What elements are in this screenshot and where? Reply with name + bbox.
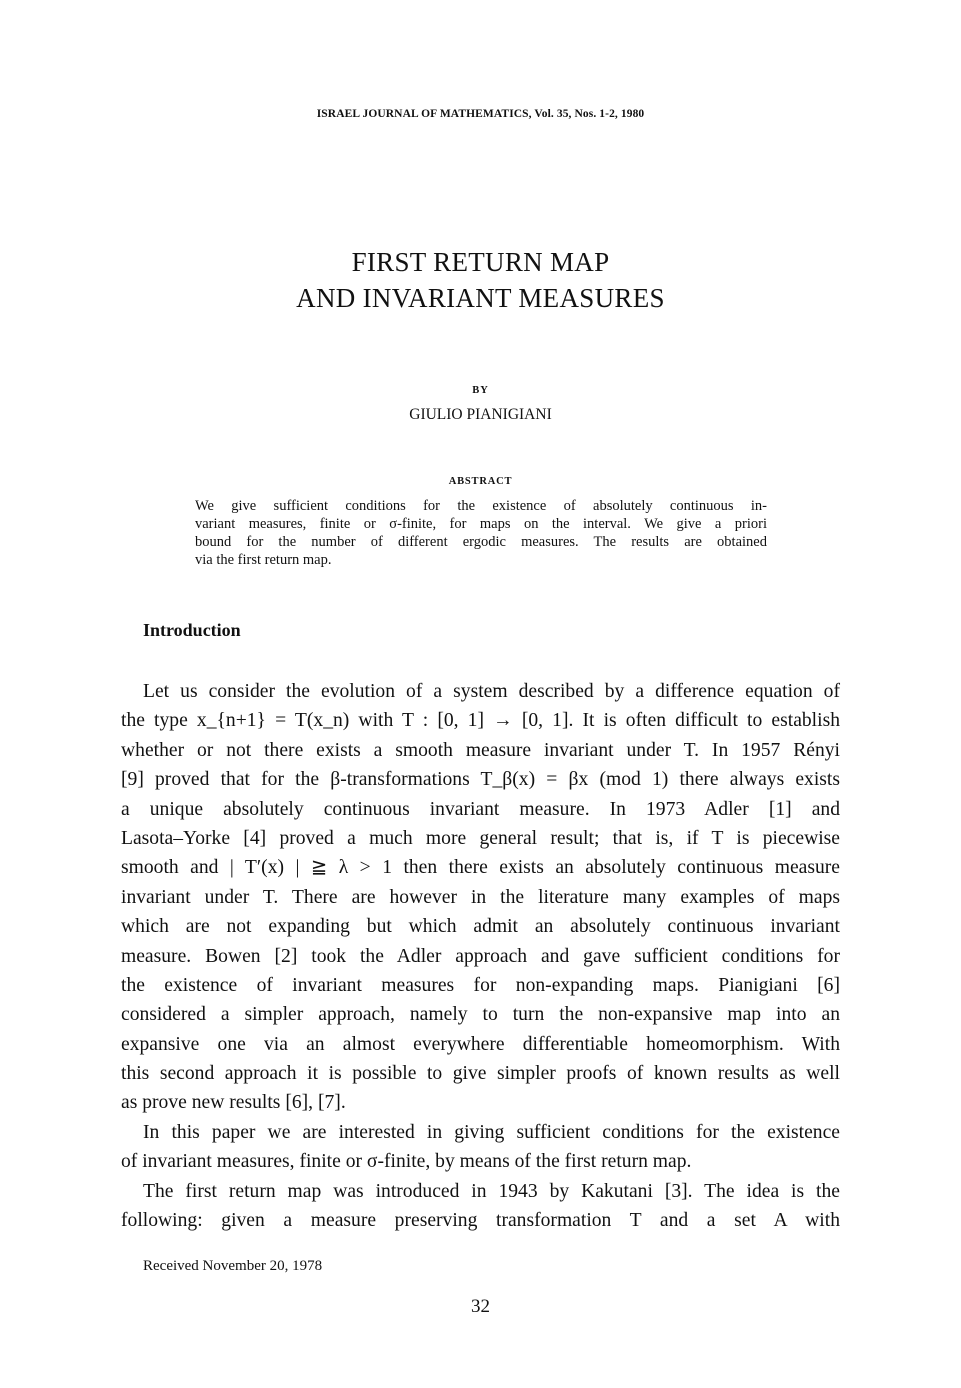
received-date: Received November 20, 1978 <box>143 1258 323 1274</box>
abstract-line: bound for the number of different ergodic measures. The results are obtained <box>195 534 767 550</box>
journal-header: ISRAEL JOURNAL OF MATHEMATICS, Vol. 35, Nos. 1-2, 1980 <box>316 108 645 120</box>
title-line-2: AND INVARIANT MEASURES <box>296 283 665 313</box>
body-line: [9] proved that for the β-transformations T_β(x) = βx (mod 1) there always exists <box>121 769 840 791</box>
abstract-text <box>195 497 767 569</box>
section-heading: Introduction <box>143 620 241 640</box>
body-line: which are not expanding but which admit an absolutely continuous invariant <box>121 916 840 938</box>
body-line: of invariant measures, finite or σ-finite, by means of the first return map. <box>121 1151 692 1173</box>
by-label: BY <box>472 385 489 396</box>
body-line: as prove new results [6], [7]. <box>121 1092 346 1114</box>
title-line-1: FIRST RETURN MAP <box>351 247 610 277</box>
page-number: 32 <box>471 1296 490 1317</box>
abstract-line: We give sufficient conditions for the existence of absolutely continuous in- <box>195 498 767 514</box>
body-text <box>121 677 840 1235</box>
body-line: this second approach it is possible to give simpler proofs of known results as well <box>121 1063 840 1085</box>
body-line: following: given a measure preserving transformation T and a set A with <box>121 1210 840 1232</box>
abstract-line: via the first return map. <box>195 552 332 568</box>
body-line: In this paper we are interested in giving sufficient conditions for the existence <box>143 1121 840 1143</box>
body-line: smooth and | T′(x) | ≧ λ > 1 then there exists an absolutely continuous measure <box>121 857 840 879</box>
body-line: The first return map was introduced in 1943 by Kakutani [3]. The idea is the <box>143 1180 840 1202</box>
body-line: the existence of invariant measures for non-expanding maps. Pianigiani [6] <box>121 974 840 996</box>
body-line: the type x_{n+1} = T(x_n) with T : [0, 1] → [0, 1]. It is often difficult to establish <box>121 710 840 732</box>
body-line: Lasota–Yorke [4] proved a much more general result; that is, if T is piecewise <box>121 827 840 849</box>
abstract-line: variant measures, finite or σ-finite, for maps on the interval. We give a priori <box>195 516 767 532</box>
body-line: considered a simpler approach, namely to turn the non-expansive map into an <box>121 1004 840 1026</box>
body-line: whether or not there exists a smooth measure invariant under T. In 1957 Rényi <box>121 739 840 761</box>
body-line: invariant under T. There are however in the literature many examples of maps <box>121 886 840 908</box>
body-line: expansive one via an almost everywhere differentiable homeomorphism. With <box>121 1033 840 1055</box>
paper-title <box>0 244 961 316</box>
body-line: measure. Bowen [2] took the Adler approach and gave sufficient conditions for <box>121 945 840 967</box>
body-line: Let us consider the evolution of a system described by a difference equation of <box>143 681 840 702</box>
author-name: GIULIO PIANIGIANI <box>409 406 552 423</box>
body-line: a unique absolutely continuous invariant measure. In 1973 Adler [1] and <box>121 798 840 820</box>
abstract-heading: ABSTRACT <box>448 476 513 487</box>
